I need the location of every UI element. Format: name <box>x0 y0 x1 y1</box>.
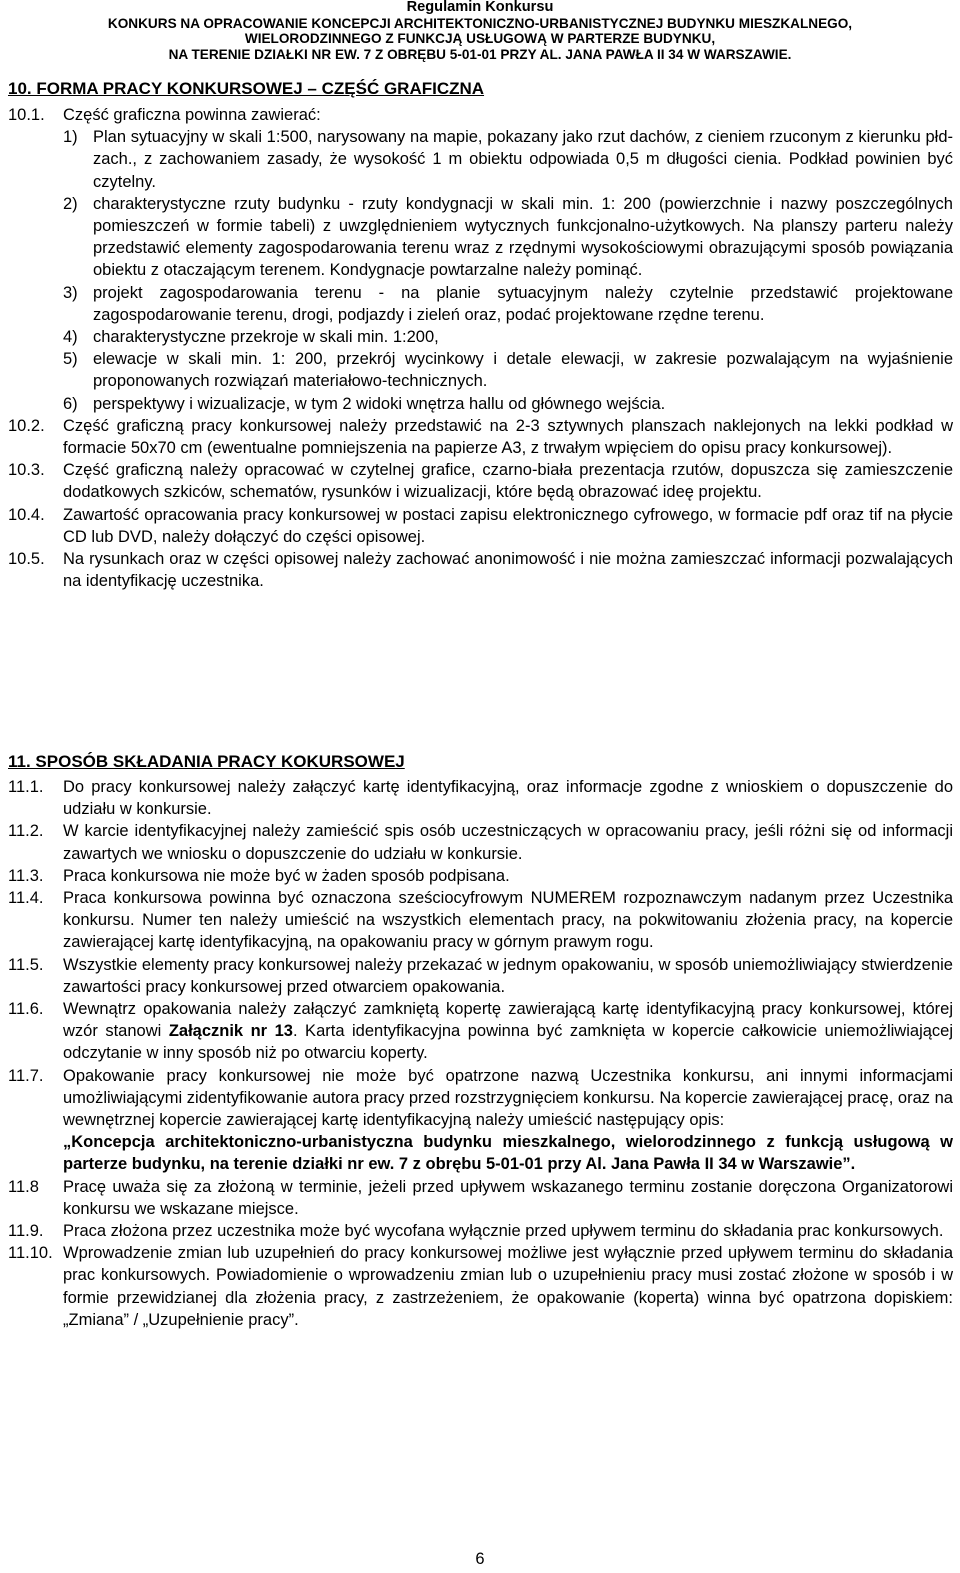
attachment-reference: Załącznik nr 13 <box>168 1022 293 1041</box>
section-10-body <box>8 104 953 592</box>
list-item-text: projekt zagospodarowania terenu - na planie sytuacyjnym należy czytelnie przedstawić projektowane zagospodarowanie terenu, drogi, podjazdy i zieleń oraz, podać projektowane rzędne terenu. <box>93 283 953 324</box>
paragraph-11-1 <box>8 776 953 820</box>
paragraph-number: 11.5. <box>8 955 44 974</box>
page-number: 6 <box>475 1550 485 1568</box>
paragraph-number: 10.3. <box>8 461 45 480</box>
paragraph-text: Część graficzną należy opracować w czytelnej grafice, czarno-biała prezentacja rzutów, dopuszcza się zamieszczenie dodatkowych szkiców, schematów, rysunków i wizualizacji, które będą obrazować ideę projektu. <box>63 461 953 502</box>
paragraph-text: Wprowadzenie zmian lub uzupełnień do pracy konkursowej możliwe jest wyłącznie przed upływem terminu do składania prac konkursowych. Powiadomienie o wprowadzeniu zmian lub o uzupełnieniu pracy musi zostać złożone w sposób i w formie przewidzianej dla złożenia pracy, z zastrzeżeniem, że opakowanie (koperta) winna być opatrzona dopiskiem: „Zmiana” / „Uzupełnienie pracy”. <box>63 1244 953 1329</box>
paragraph-text-part: . Karta identyfikacyjna powinna być zamknięta w kopercie całkowicie uniemożliwiającej odczytanie w inny sposób niż po otwarciu koperty. <box>63 1022 953 1063</box>
paragraph-11-4 <box>8 887 953 954</box>
section-11-body <box>8 776 953 1331</box>
list-item-number: 3) <box>63 283 78 302</box>
paragraph-10-1 <box>8 104 953 126</box>
paragraph-text <box>63 998 953 1065</box>
paragraph-number: 11.1. <box>8 778 44 796</box>
list-item <box>63 326 953 348</box>
paragraph-number: 10.4. <box>8 505 45 524</box>
list-item-number: 5) <box>63 350 78 369</box>
paragraph-11-6 <box>8 998 953 1065</box>
paragraph-10-2 <box>8 415 953 459</box>
paragraph-11-9 <box>8 1220 953 1242</box>
paragraph-text: Wszystkie elementy pracy konkursowej należy przekazać w jednym opakowaniu, w sposób uniemożliwiający stwierdzenie zawartości pracy konkursowej przed otwarciem opakowania. <box>63 955 953 996</box>
paragraph-text: Część graficzna powinna zawierać: <box>63 106 321 124</box>
paragraph-text: W karcie identyfikacyjnej należy zamieścić spis osób uczestniczących w opracowaniu pracy, jeśli różni się od informacji zawartych we wniosku o dopuszczenie do udziału w konkursie. <box>63 822 953 863</box>
paragraph-number: 11.2. <box>8 822 44 841</box>
paragraph-10-5 <box>8 548 953 592</box>
list-item <box>63 282 953 326</box>
section-10-heading: 10. FORMA PRACY KONKURSOWEJ – CZĘŚĆ GRAFICZNA <box>8 79 485 98</box>
paragraph-text: Do pracy konkursowej należy załączyć kartę identyfikacyjną, oraz informacje zgodne z wnioskiem o dopuszczenie do udziału w konkursie. <box>63 778 953 819</box>
list-item-number: 4) <box>63 328 78 347</box>
list-item <box>63 393 953 415</box>
list-item-text: perspektywy i wizualizacje, w tym 2 widoki wnętrza hallu od głównego wejścia. <box>93 394 666 413</box>
paragraph-number: 11.9. <box>8 1222 44 1241</box>
list-item-number: 2) <box>63 194 78 213</box>
paragraph-number: 11.3. <box>8 866 44 885</box>
paragraph-number: 11.7. <box>8 1066 44 1085</box>
list-item-number: 6) <box>63 394 78 413</box>
paragraph-text-part: Wewnątrz opakowania należy załączyć zamkniętą kopertę zawierającą kartę identyfikacyjną pracy konkursowej, której wzór stanowi <box>63 1000 953 1041</box>
paragraph-text: Praca konkursowa nie może być w żaden sposób podpisana. <box>63 866 510 885</box>
list-item-text: Plan sytuacyjny w skali 1:500, narysowany na mapie, pokazany jako rzut dachów, z cieniem rzuconym z kierunku płd-zach., z zachowaniem zasady, że wysokość 1 m obiektu odpowiada 0,5 m długości cienia. Podkład powinien być czytelny. <box>93 128 953 191</box>
list-item <box>63 193 953 282</box>
list-item <box>63 348 953 392</box>
paragraph-number: 10.2. <box>8 416 45 435</box>
header-title: Regulamin Konkursu <box>406 0 554 15</box>
paragraph-text: Na rysunkach oraz w części opisowej należy zachować anonimowość i nie można zamieszczać informacji pozwalających na identyfikację uczestnika. <box>63 550 953 591</box>
paragraph-10-4 <box>8 504 953 548</box>
paragraph-11-10 <box>8 1242 953 1331</box>
list-item-text: charakterystyczne rzuty budynku - rzuty kondygnacji w skali min. 1: 200 (powierzchnie i nazwy poszczególnych pomieszczeń w formie tabeli) z uwzględnieniem wytycznych funkcjonalno-użytkowych. Na planszy parteru należy przedstawić elementy zagospodarowania terenu wraz z rzędnymi wysokościowymi obrazującymi sposób powiązania obiektu z otaczającym terenem. Kondygnacje powtarzalne należy pominąć. <box>93 194 953 280</box>
paragraph-number: 11.6. <box>8 1000 44 1019</box>
header-line-2: KONKURS NA OPRACOWANIE KONCEPCJI ARCHITEKTONICZNO-URBANISTYCZNEJ BUDYNKU MIESZKALNEGO, <box>107 15 853 31</box>
paragraph-text: Praca złożona przez uczestnika może być wycofana wyłącznie przed upływem terminu do składania prac konkursowych. <box>63 1222 944 1241</box>
paragraph-11-3 <box>8 865 953 887</box>
paragraph-text: Część graficzną pracy konkursowej należy przedstawić na 2-3 sztywnych planszach naklejonych na lekki podkład w formacie 50x70 cm (ewentualne pomniejszenia na papierze A3, z trwałym wpięciem do opisu pracy konkursowej). <box>63 416 953 458</box>
paragraph-text-wrap <box>63 1065 953 1176</box>
paragraph-number: 10.1. <box>8 106 45 124</box>
paragraph-number: 11.8 <box>8 1177 39 1196</box>
paragraph-number: 11.10. <box>8 1244 53 1263</box>
paragraph-11-7 <box>8 1065 953 1176</box>
paragraph-11-5 <box>8 954 953 998</box>
paragraph-number: 11.4. <box>8 889 44 908</box>
paragraph-10-3 <box>8 459 953 503</box>
list-item <box>63 126 953 193</box>
list-item-number: 1) <box>63 128 78 147</box>
paragraph-11-8 <box>8 1176 953 1220</box>
paragraph-text: Zawartość opracowania pracy konkursowej w postaci zapisu elektronicznego cyfrowego, w formacie pdf oraz tif na płycie CD lub DVD, należy dołączyć do części opisowej. <box>63 505 953 546</box>
paragraph-text: Pracę uważa się za złożoną w terminie, jeżeli przed upływem wskazanego terminu zostanie doręczona Organizatorowi konkursu we wskazane miejsce. <box>63 1177 953 1218</box>
list-item-text: charakterystyczne przekroje w skali min. 1:200, <box>93 328 439 347</box>
header-line-3: WIELORODZINNEGO Z FUNKCJĄ USŁUGOWĄ W PARTERZE BUDYNKU, <box>244 31 716 46</box>
paragraph-number: 10.5. <box>8 550 45 569</box>
paragraph-text: Opakowanie pracy konkursowej nie może być opatrzone nazwą Uczestnika konkursu, ani innymi informacjami umożliwiającymi zidentyfikowanie autora pracy przed rozstrzygnięciem konkursu. Na kopercie zawierającej pracę, oraz na wewnętrznej kopercie zawierającej kartę identyfikacyjną należy umieścić następujący opis: <box>63 1066 953 1130</box>
list-item-text: elewacje w skali min. 1: 200, przekrój wycinkowy i detale elewacji, w zakresie pozwalającym na wyjaśnienie proponowanych rozwiązań materiałowo-technicznych. <box>93 350 953 391</box>
paragraph-text: Praca konkursowa powinna być oznaczona sześciocyfrowym NUMEREM rozpoznawczym nadanym przez Uczestnika konkursu. Numer ten należy umieścić na wszystkich elementach pracy, na pokwitowaniu złożenia pracy, na kopercie zawierającej kartę identyfikacyjną, na opakowaniu pracy w górnym prawym rogu. <box>63 889 953 952</box>
section-11-heading: 11. SPOSÓB SKŁADANIA PRACY KOKURSOWEJ <box>8 752 405 771</box>
required-label-quote: „Koncepcja architektoniczno-urbanistyczna budynku mieszkalnego, wielorodzinnego z funkcją usługową w parterze budynku, na terenie działki nr ew. 7 z obrębu 5-01-01 przy Al. Jana Pawła II 34 w Warszawie”. <box>63 1133 953 1174</box>
paragraph-11-2 <box>8 820 953 864</box>
header-line-4: NA TERENIE DZIAŁKI NR EW. 7 Z OBRĘBU 5-01-01 PRZY AL. JANA PAWŁA II 34 W WARSZAWIE. <box>168 46 792 62</box>
document-header <box>8 0 952 62</box>
